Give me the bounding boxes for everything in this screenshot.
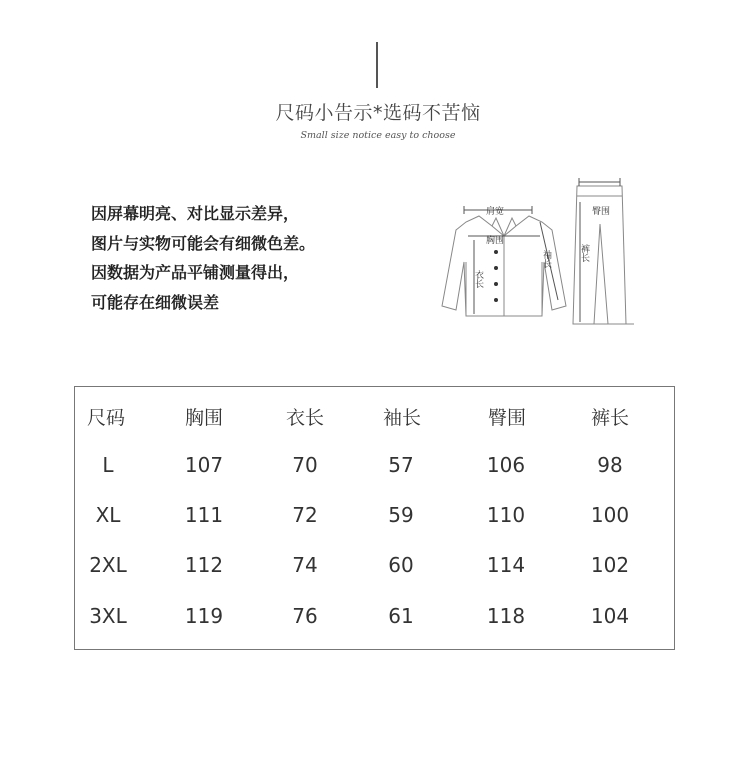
table-cell: L [102,453,114,477]
garment-measurement-diagram [434,178,644,334]
table-cell: 104 [590,604,630,628]
page-title: 尺码小告示*选码不苦恼 [275,102,481,124]
table-header-row [75,403,674,433]
label-hip: 臀围 [592,207,611,217]
notice-line: 图片与实物可能会有细微色差。 [91,233,316,253]
notice-line: 因屏幕明亮、对比显示差异， [91,204,300,223]
table-row [75,601,674,631]
size-table [74,386,675,650]
table-header-cell: 尺码 [86,407,125,429]
table-header-cell: 袖长 [382,407,421,429]
table-cell: 61 [388,604,414,628]
table-cell: 70 [292,453,318,477]
table-cell: 112 [184,553,224,577]
table-cell: 107 [184,453,224,477]
table-cell: 110 [486,503,526,527]
notice-line: 可能存在细微误差 [91,292,220,312]
table-cell: 106 [486,453,526,477]
table-cell: 111 [184,503,224,527]
table-cell: 118 [486,604,526,628]
table-cell: 76 [292,604,318,628]
table-cell: 114 [486,553,526,577]
table-row [75,550,674,580]
table-cell: 102 [590,553,630,577]
table-cell: 119 [184,604,224,628]
label-sleeve: 袖长 [541,250,551,268]
label-chest: 胸围 [486,236,505,246]
notice-text [91,199,315,317]
table-header-cell: 衣长 [285,407,324,429]
table-header-cell: 裤长 [590,407,629,429]
table-cell: 74 [292,553,318,577]
label-shoulder: 肩宽 [486,207,505,217]
table-cell: 3XL [89,604,127,628]
table-cell: 60 [388,553,414,577]
table-cell: 2XL [89,553,127,577]
table-cell: 59 [388,503,414,527]
page-subtitle: Small size notice easy to choose [300,130,456,141]
table-header-cell: 胸围 [184,407,223,429]
table-cell: 100 [590,503,630,527]
table-cell: 72 [292,503,318,527]
table-row [75,500,674,530]
table-cell: XL [95,503,121,527]
table-cell: 98 [597,453,623,477]
notice-line: 因数据为产品平铺测量得出， [91,263,300,282]
shirt-collar [492,218,516,236]
table-cell: 57 [388,453,414,477]
label-length: 衣长 [473,270,483,288]
table-row [75,450,674,480]
divider-line [376,42,378,88]
label-pants-length: 裤长 [579,244,589,262]
table-header-cell: 臀围 [487,407,526,429]
